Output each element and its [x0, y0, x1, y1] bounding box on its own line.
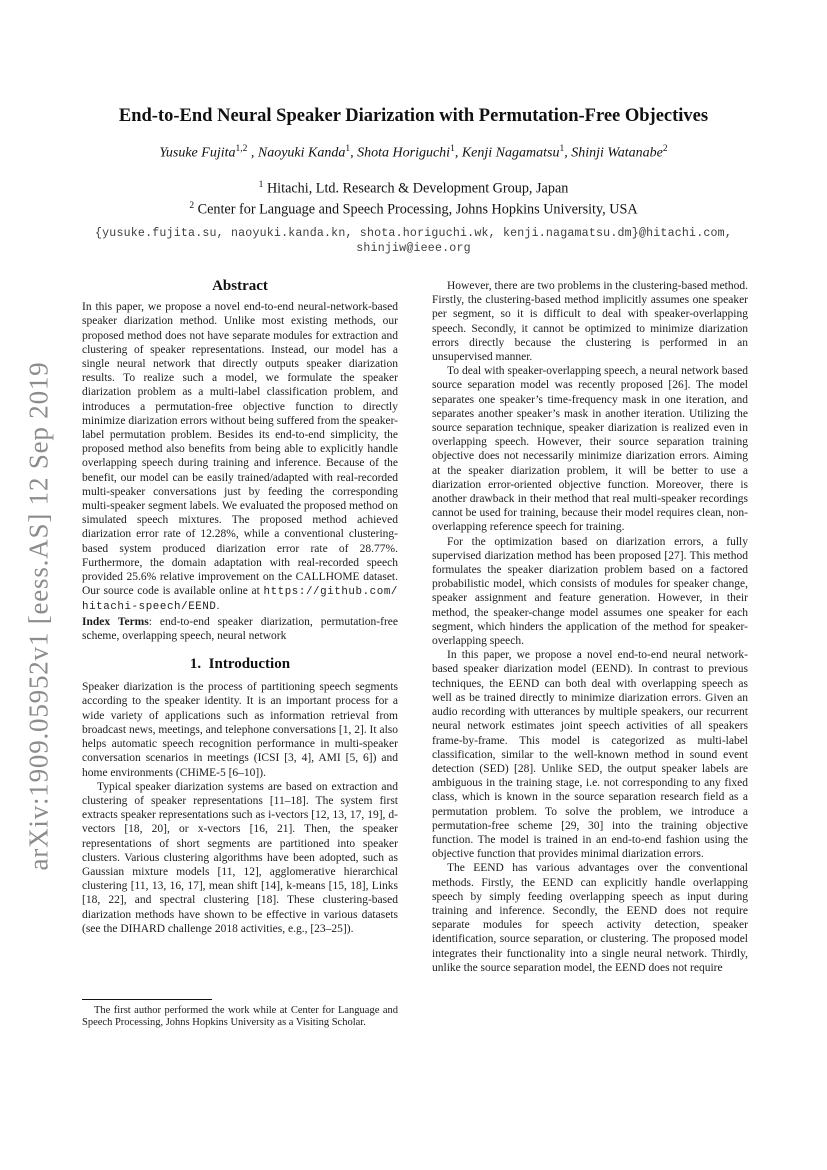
index-terms-list: : end-to-end speaker diarization, permutation-free scheme, overlapping speech, neural network	[82, 615, 398, 642]
affiliation-line	[0, 177, 827, 198]
author-name: Yusuke Fujita	[159, 145, 236, 161]
index-terms	[82, 615, 398, 643]
affiliation-superscript: 2	[189, 200, 195, 211]
right-column	[432, 279, 748, 975]
author-separator: ,	[454, 145, 462, 161]
author-separator: ,	[350, 145, 358, 161]
paragraph: However, there are two problems in the clustering-based method. Firstly, the clustering-based method implicitly assumes one speaker per segment, so it is difficult to deal with speaker-overlapping speech. Secondly, it cannot be optimized to minimize diarization errors directly because the clustering is performed in an unsupervised manner.	[432, 280, 748, 364]
abstract-body-text: .	[216, 600, 220, 613]
author-name: Shinji Watanabe	[571, 145, 663, 161]
paragraph: For the optimization based on diarization errors, a fully supervised diarization method has been proposed [27]. This method formulates the speaker diarization problem based on a factored probabilistic model, which consists of modules for speaker change, speaker assignment and feature generation. However, in their method, the speaker-change model assumes one speaker for each segment, which hinders the application of the method for speaker-overlapping speech.	[432, 535, 748, 648]
abstract-heading: Abstract	[212, 278, 268, 294]
paragraph: The EEND has various advantages over the conventional methods. Firstly, the EEND can explicitly handle overlapping speech by simply feeding overlapping speech as input during training and inference. Secondly, the EEND does not require separate modules for speech activity detection, speaker identification, source separation, or clustering. The proposed model integrates their functionality into a single neural network. Thirdly, unlike the source separation model, the EEND does not require	[432, 862, 748, 974]
affiliation-text: Hitachi, Ltd. Research & Development Group, Japan	[263, 180, 569, 197]
author-name: Kenji Nagamatsu	[461, 145, 560, 161]
index-terms-label: Index Terms	[82, 615, 149, 628]
introduction-left-paragraphs	[82, 680, 398, 936]
author-name: Shota Horiguchi	[357, 145, 451, 161]
author-name: Naoyuki Kanda	[257, 145, 346, 161]
author-line	[0, 144, 827, 162]
paragraph: In this paper, we propose a novel end-to-end neural network-based speaker diarization model (EEND). In contrast to previous techniques, the EEND can both deal with overlapping speech as well as be trained directly to minimize diarization errors. Given an audio recording with utterances by multiple speakers, our recurrent neural network estimates joint speech activities of all speakers frame-by-frame. This model is categorized as multi-label classification, similar to the well-known method in sound event detection (SED) [28]. Unlike SED, the output speaker labels are ambiguous in the training stage, i.e. not corresponding to any fixed class, which is known in the source separation research field as a permutation problem. To solve the problem, we introduce a permutation-free scheme [29, 30] into the training objective function. The model is trained in an end-to-end fashion using the objective function that provides minimal diarization errors.	[432, 649, 748, 861]
author-affiliation-superscript: 2	[662, 144, 668, 154]
source-code-link[interactable]: https://github.com/hitachi-speech/EEND	[82, 586, 398, 614]
footnote-rule	[82, 999, 212, 1000]
affiliation-superscript: 1	[258, 179, 264, 190]
author-affiliation-superscript: 1	[559, 144, 565, 154]
affiliation-lines	[0, 177, 827, 219]
author-affiliation-superscript: 1	[450, 144, 455, 154]
paragraph: To deal with speaker-overlapping speech, a neural network based source separation model was recently proposed [26]. The model separates one speaker’s time-frequency mask in one iteration, and separates another speaker’s mask in another iteration. Utilizing the source separation technique, speaker diarization is realized even in overlapping speech. However, their source separation training objective does not necessarily minimize diarization errors. Aiming at the speaker diarization problem, it will be better to use a diarization error-oriented objective function. Moreover, there is another drawback in their method that real multi-speaker recordings cannot be used for training, because their model requires clean, non-overlapping reference speech for training.	[432, 365, 748, 534]
affiliation-text: Center for Language and Speech Processing, Johns Hopkins University, USA	[194, 201, 638, 218]
author-separator: ,	[247, 145, 258, 161]
paragraph: Typical speaker diarization systems are based on extraction and clustering of speaker representations [11–18]. The system first extracts speaker representations such as i-vectors [12, 13, 17, 19], d-vectors [18, 20], or x-vectors [16, 21]. Then, the speaker representations of short segments are partitioned into speaker clusters. Various clustering algorithms have been adopted, such as Gaussian mixture models [11, 12], agglomerative hierarchical clustering [11, 13, 16, 17], mean shift [14], k-means [15, 18], Links [18, 22], and spectral clustering [18]. These clustering-based diarization methods have shown to be effective in various datasets (see the DIHARD challenge 2018 activities, e.g., [23–25]).	[82, 780, 398, 935]
left-column	[82, 279, 398, 936]
email-line-1: {yusuke.fujita.su, naoyuki.kanda.kn, shota.horiguchi.wk, kenji.nagamatsu.dm}@hitachi.com,	[94, 227, 732, 241]
author-affiliation-superscript: 1,2	[235, 144, 248, 154]
paper-title: End-to-End Neural Speaker Diarization with Permutation-Free Objectives	[118, 106, 709, 126]
author-separator: ,	[564, 145, 572, 161]
abstract-body-text: In this paper, we propose a novel end-to-end neural-network-based speaker diarization method. Unlike most existing methods, our proposed method does not have separate modules for extraction and clustering of speaker representations. Instead, our model has a single neural network that directly outputs speaker diarization results. To realize such a model, we formulate the speaker diarization problem as a multi-label classification problem, and introduces a permutation-free objective function to directly minimize diarization errors without being suffered from the speaker-label permutation problem. Besides its end-to-end simplicity, the proposed method also benefits from being able to explicitly handle overlapping speech during training and inference. Because of the benefit, our model can be easily trained/adapted with real-recorded multi-speaker conversations just by feeding the corresponding multi-speaker segment labels. We evaluated the proposed method on simulated speech mixtures. The proposed method achieved diarization error rate of 12.28%, while a conventional clustering-based system produced diarization error rate of 28.77%. Furthermore, the domain adaptation with real-recorded speech provided 25.6% relative improvement on the CALLHOME dataset. Our source code is available online at	[82, 301, 398, 598]
email-block	[0, 226, 827, 256]
introduction-heading: 1. Introduction	[189, 656, 291, 673]
footnote-text: The first author performed the work while at Center for Language and Speech Processing, Johns Hopkins University as a Visiting Scholar.	[82, 1005, 398, 1029]
email-line-2: shinjiw@ieee.org	[356, 242, 471, 256]
footnote	[82, 999, 398, 1029]
author-affiliation-superscript: 1	[345, 144, 351, 154]
affiliation-line	[0, 198, 827, 219]
arxiv-banner: arXiv:1909.05952v1 [eess.AS] 12 Sep 2019	[23, 361, 54, 871]
paper-header	[0, 106, 827, 256]
abstract-paragraph	[82, 300, 398, 614]
paragraph: Speaker diarization is the process of partitioning speech segments according to the speaker identity. It is an important process for a wide variety of applications such as information retrieval from broadcast news, meetings, and telephone conversations [1, 2]. It also helps automatic speech recognition performance in multi-speaker conversation scenarios in meetings (ICSI [3, 4], AMI [5, 6]) and home environments (CHiME-5 [6–10]).	[82, 681, 398, 779]
